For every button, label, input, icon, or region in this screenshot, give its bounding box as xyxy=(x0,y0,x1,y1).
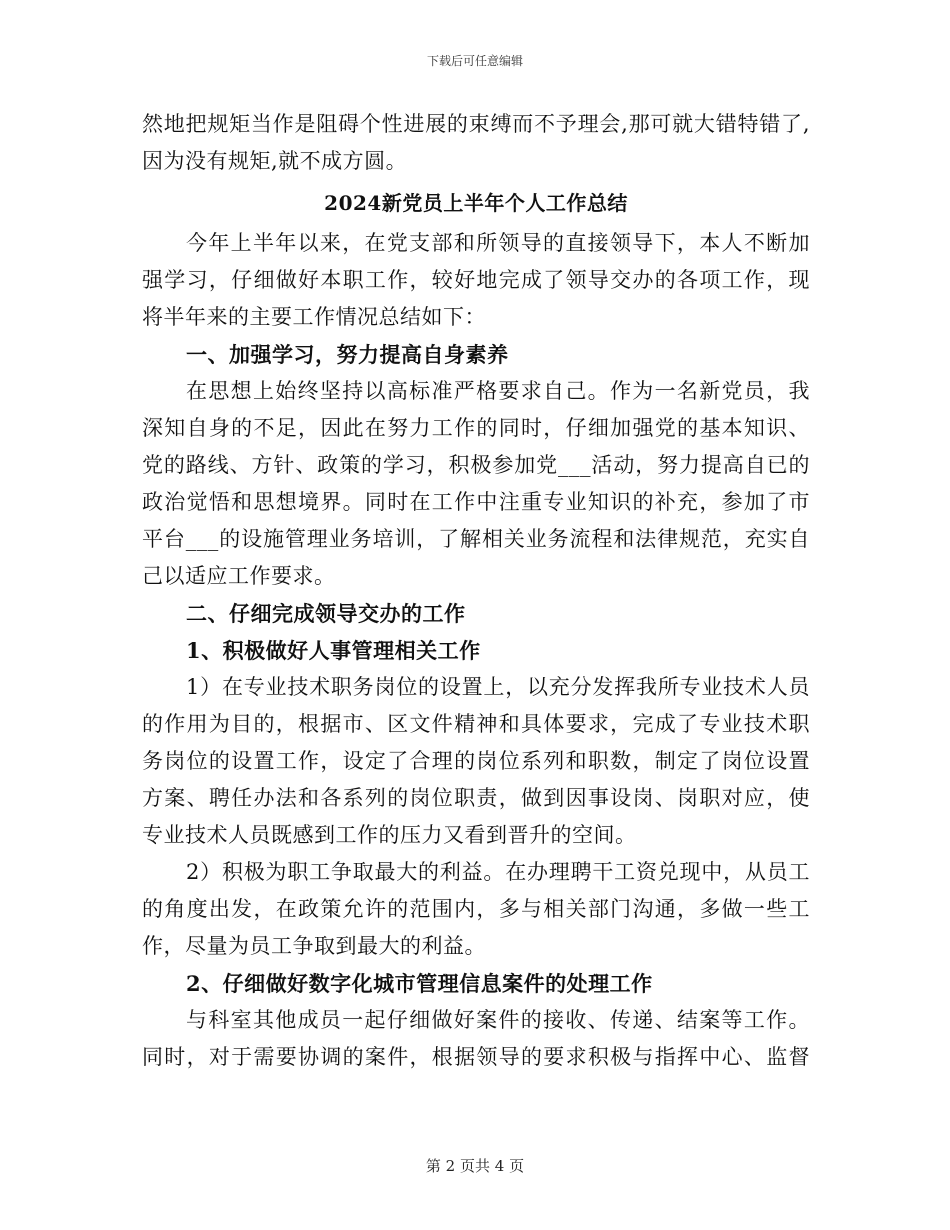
text-line: 己以适应工作要求。 xyxy=(142,564,336,588)
text-line: 因为没有规矩,就不成方圆。 xyxy=(142,149,408,173)
text-line: 专业技术人员既感到工作的压力又看到晋升的空间。 xyxy=(142,823,637,847)
paragraph-start-line: 1）在专业技术职务岗位的设置上，以充分发挥我所专业技术人员 xyxy=(186,675,810,699)
text-line: 的角度出发，在政策允许的范围内，多与相关部门沟通，多做一些工 xyxy=(142,897,810,921)
paragraph-start-line: 与科室其他成员一起仔细做好案件的接收、传递、结案等工作。 xyxy=(186,1008,810,1032)
section-heading: 一、加强学习，努力提高自身素养 xyxy=(186,342,509,367)
text-line: 党的路线、方针、政策的学习，积极参加党___活动，努力提高自已的 xyxy=(142,453,810,477)
document-body xyxy=(142,106,810,1076)
text-line: 强学习，仔细做好本职工作，较好地完成了领导交办的各项工作，现 xyxy=(142,268,810,292)
page-header: 下载后可任意编辑 xyxy=(426,54,523,68)
text-line: 方案、聘任办法和各系列的岗位职责，做到因事设岗、岗职对应，使 xyxy=(142,786,810,810)
text-line: 深知自身的不足，因此在努力工作的同时，仔细加强党的基本知识、 xyxy=(142,416,810,440)
section-heading: 1、积极做好人事管理相关工作 xyxy=(186,638,481,663)
section-title: 2024新党员上半年个人工作总结 xyxy=(324,191,628,215)
text-line: 作，尽量为员工争取到最大的利益。 xyxy=(142,934,486,958)
text-line: 同时，对于需要协调的案件，根据领导的要求积极与指挥中心、监督 xyxy=(142,1045,810,1069)
text-line: 务岗位的设置工作，设定了合理的岗位系列和职数，制定了岗位设置 xyxy=(142,749,810,773)
text-line: 然地把规矩当作是阻碍个性进展的束缚而不予理会,那可就大错特错了, xyxy=(142,112,810,136)
text-line: 将半年来的主要工作情况总结如下： xyxy=(142,305,486,329)
paragraph-start-line: 2）积极为职工争取最大的利益。在办理聘干工资兑现中，从员工 xyxy=(186,860,810,884)
section-heading: 二、仔细完成领导交办的工作 xyxy=(186,601,466,626)
text-line: 的作用为目的，根据市、区文件精神和具体要求，完成了专业技术职 xyxy=(142,712,810,736)
paragraph-start-line: 在思想上始终坚持以高标准严格要求自己。作为一名新党员，我 xyxy=(186,379,810,403)
text-line: 平台___的设施管理业务培训，了解相关业务流程和法律规范，充实自 xyxy=(142,527,810,551)
section-heading: 2、仔细做好数字化城市管理信息案件的处理工作 xyxy=(186,971,653,996)
page-footer: 第 2 页共 4 页 xyxy=(425,1157,525,1175)
text-line: 政治觉悟和思想境界。同时在工作中注重专业知识的补充，参加了市 xyxy=(142,490,810,514)
paragraph-start-line: 今年上半年以来，在党支部和所领导的直接领导下，本人不断加 xyxy=(186,231,810,255)
